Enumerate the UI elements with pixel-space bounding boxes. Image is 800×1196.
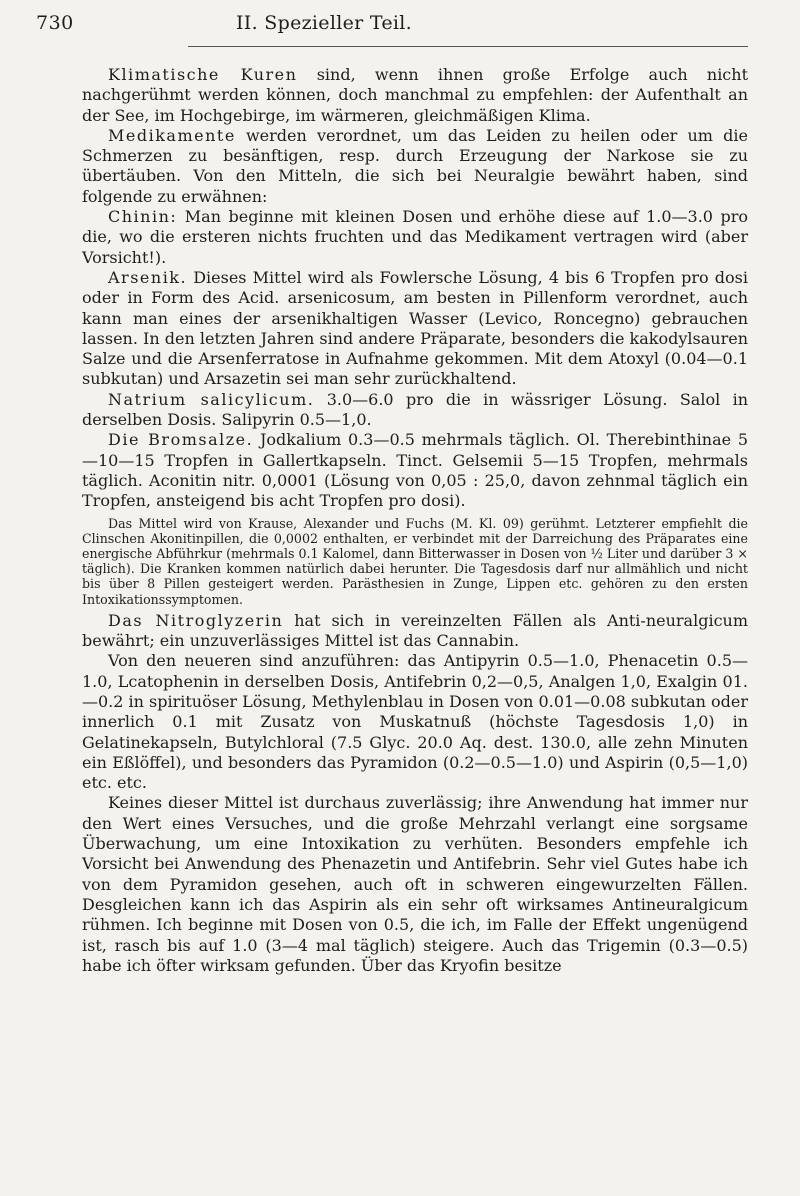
running-head: II. Spezieller Teil. [236, 12, 412, 34]
paragraph-medikamente [82, 126, 748, 207]
paragraph-keines-dieser-mittel [82, 793, 748, 976]
paragraph-text: Jodkalium 0.3—0.5 mehrmals täglich. Ol. Therebinthinae 5—10—15 Tropfen in Gallertkapseln. Tinct. Gelsemii 5—15 Tropfen, mehrmals täglich. Aconitin nitr. 0,0001 (Lösung von 0,05 : 25,0, davon zehnmal täglich ein Tropfen, ansteigend bis acht Tropfen pro dosi). [82, 430, 749, 511]
footnote-block [82, 516, 748, 607]
footnote-text: Das Mittel wird von Krause, Alexander und Fuchs (M. Kl. 09) gerühmt. Letzterer empfiehlt die Clinschen Akonitinpillen, die 0,0002 enthalten, er verbindet mit der Darreichung des Präparates eine energische Abführkur (mehrmals 0.1 Kalomel, dann Bitterwasser in Dosen von ½ Liter und darüber 3 × täglich). Die Kranken kommen natürlich dabei herunter. Die Tagesdosis darf nur allmählich und nicht bis über 8 Pillen gesteigert werden. Parästhesien in Zunge, Lippen etc. gehören zu den ersten Intoxikationssymptomen. [82, 515, 748, 607]
paragraph-bromsalze [82, 430, 748, 511]
paragraph-text: Keines dieser Mittel ist durchaus zuverlässig; ihre Anwendung hat immer nur den Wert eines Versuches, und die große Mehrzahl verlangt eine sorgsame Überwachung, um eine Intoxikation zu verhüten. Besonders empfehle ich Vorsicht bei Anwendung des Phenazetin und Antifebrin. Sehr viel Gutes habe ich von dem Pyramidon gesehen, auch oft in schweren eingewurzelten Fällen. Desgleichen kann ich das Aspirin als ein sehr oft wirksames Antineuralgicum rühmen. Ich beginne mit Dosen von 0.5, die ich, im Falle der Effekt ungenügend ist, rasch bis auf 1.0 (3—4 mal täglich) steigere. Auch das Trigemin (0.3—0.5) habe ich öfter wirksam gefunden. Über das Kryofin besitze [82, 793, 748, 975]
paragraph-arsenik [82, 268, 748, 390]
paragraph-text: hat sich in vereinzelten Fällen als Anti-neuralgicum bewährt; ein unzuverlässiges Mittel ist das Cannabin. [82, 610, 749, 651]
paragraph-chinin [82, 207, 748, 268]
paragraph-text: 3.0—6.0 pro die in wässriger Lösung. Salol in derselben Dosis. Salipyrin 0.5—1,0. [82, 389, 749, 430]
paragraph-klimatische-kuren [82, 65, 748, 126]
header-rule [188, 46, 748, 47]
paragraph-lead: Arsenik. [108, 267, 188, 287]
paragraph-text: Dieses Mittel wird als Fowlersche Lösung, 4 bis 6 Tropfen pro dosi oder in Form des Acid. arsenicosum, am besten in Pillenform verordnet, auch kann man eines der arsenikhaltigen Wasser (Levico, Roncegno) gebrauchen lassen. In den letzten Jahren sind andere Präparate, besonders die kakodylsauren Salze und die Arsenferratose in Aufnahme gekommen. Mit dem Atoxyl (0.04—0.1 subkutan) und Arsazetin sei man sehr zurückhaltend. [82, 267, 748, 389]
paragraph-text: werden verordnet, um das Leiden zu heilen oder um die Schmerzen zu besänftigen, resp. durch Erzeugung der Narkose sie zu übertäuben. Von den Mitteln, die sich bei Neuralgie bewährt haben, sind folgende zu erwähnen: [82, 125, 748, 206]
paragraph-neuere-mittel [82, 651, 748, 793]
paragraph-lead: Natrium salicylicum. [108, 389, 315, 409]
page-header [36, 12, 740, 38]
paragraph-lead: Das Nitroglyzerin [108, 610, 284, 630]
paragraph-text: Man beginne mit kleinen Dosen und erhöhe diese auf 1.0—3.0 pro die, wo die ersteren nichts fruchten und das Medikament vertragen wird (aber Vorsicht!). [82, 207, 748, 267]
paragraph-nitroglyzerin [82, 611, 748, 652]
body-text [82, 65, 748, 976]
paragraph-lead: Die Bromsalze. [108, 430, 254, 450]
paragraph-natrium-salicylicum [82, 390, 748, 431]
paragraph-lead: Klimatische Kuren [108, 65, 298, 84]
paragraph-lead: Chinin: [108, 207, 178, 227]
paragraph-lead: Medikamente [108, 125, 236, 145]
page-number: 730 [36, 12, 74, 34]
paragraph-text: sind, wenn ihnen große Erfolge auch nicht nachgerühmt werden können, doch manchmal zu empfehlen: der Aufenthalt an der See, im Hochgebirge, im wärmeren, gleichmäßigen Klima. [82, 65, 749, 125]
paragraph-text: Von den neueren sind anzuführen: das Antipyrin 0.5—1.0, Phenacetin 0.5—1.0, Lcatophenin in derselben Dosis, Antifebrin 0,2—0,5, Analgen 1,0, Exalgin 01.—0.2 in spirituöser Lösung, Methylenblau in Dosen von 0.01—0.08 subkutan oder innerlich 0.1 mit Zusatz von Muskatnuß (höchste Tagesdosis 1,0) in Gelatinekapseln, Butylchloral (7.5 Glyc. 20.0 Aq. dest. 130.0, alle zehn Minuten ein Eßlöffel), und besonders das Pyramidon (0.2—0.5—1.0) und Aspirin (0,5—1,0) etc. etc. [82, 651, 748, 793]
